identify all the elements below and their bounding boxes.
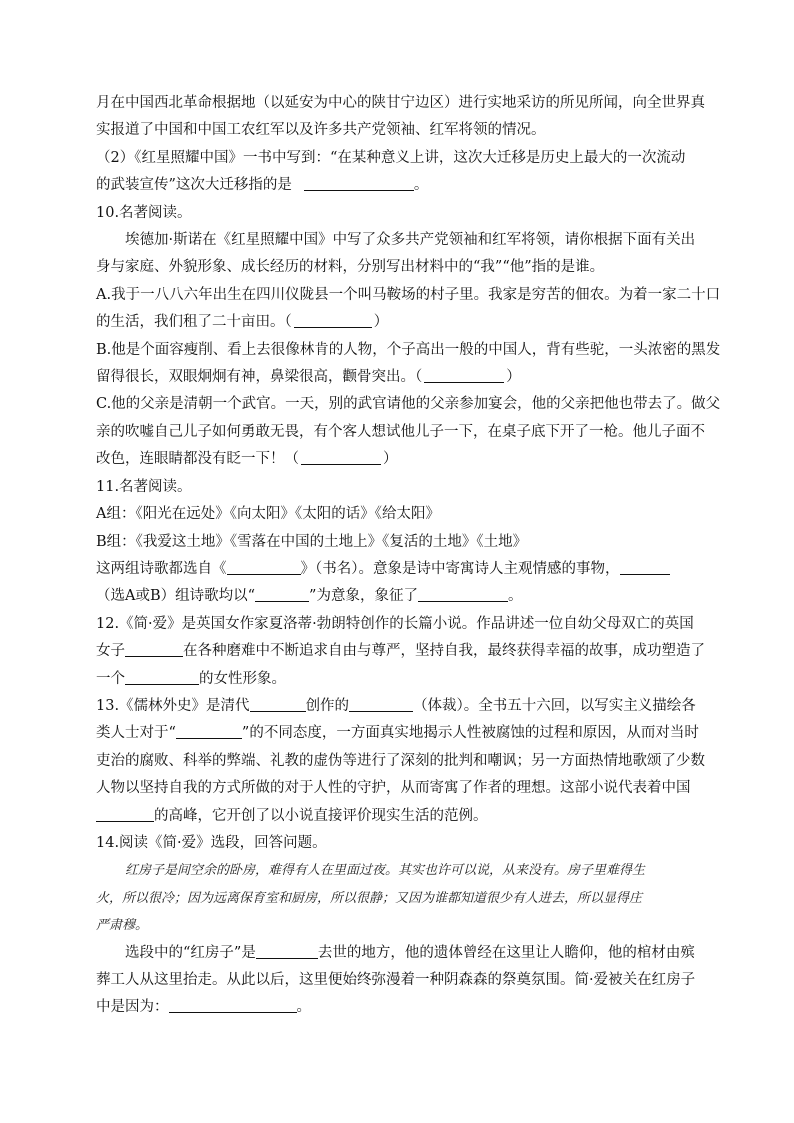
text-segment: 的高峰，它开创了以小说直接评价现实生活的范例。 [154,807,488,824]
text-line: 葬工人从这里抬走。从此以后，这里便始终弥漫着一种阴森森的祭奠氛围。简·爱被关在红房子 [96,972,696,988]
text-segment: ） [506,369,521,386]
text-line: 月在中国西北革命根据地（以延安为中心的陕甘宁边区）进行实地采访的所见所闻，向全世界真 [96,95,705,111]
text-segment: 这两组诗歌都选自《 [96,560,227,577]
answer-blank[interactable] [418,585,508,602]
excerpt-line: 红房子是间空余的卧房，难得有人在里面过夜。其实也许可以说，从来没有。房子里难得生 [125,863,646,879]
answer-blank[interactable] [294,311,372,328]
text-line: 吏治的腐败、科举的弊端、礼教的虚伪等进行了深刻的批判和嘲讽；另一方面热情地歌颂了少数 [96,752,705,769]
answer-blank[interactable] [125,668,199,685]
text-segment: 的女性形象。 [199,670,286,687]
answer-blank[interactable] [255,585,309,602]
answer-blank[interactable] [176,722,242,739]
text-line: B组：《我爱这土地》《雪落在中国的土地上》《复活的土地》《土地》 [96,533,528,550]
text-segment: （体裁）。全书五十六回，以写实主义描绘各 [413,697,696,714]
text-line [96,446,716,473]
text-line: A.我于一八八六年出生在四川仪陇县一个叫马鞍场的村子里。我家是穷苦的佃农。为着一家二十口 [96,286,721,303]
text-line [96,364,716,391]
text-line: B.他是个面容瘦削、看上去很像林肯的人物，个子高出一般的中国人，背有些驼，一头浓密的黑发 [96,341,721,358]
text-segment: 。 [296,999,311,1016]
question-title: 14.阅读《简·爱》选段，回答问题。 [96,834,327,851]
text-line [96,803,716,830]
answer-blank[interactable] [96,805,154,822]
text-segment: 》（书名）。意象是诗中寄寓诗人主观情感的事物， [300,560,620,577]
text-line [96,940,716,967]
answer-blank[interactable] [169,996,297,1013]
text-segment: 类人士对于“ [96,725,176,742]
answer-blank[interactable] [304,174,414,191]
answer-blank[interactable] [620,558,670,575]
text-line: 实报道了中国和中国工农红军以及许多共产党领袖、红军将领的情况。 [96,122,546,139]
answer-blank[interactable] [349,695,413,712]
text-segment: 改色，连眼睛都没有眨一下！（ [96,451,299,468]
text-line: C.他的父亲是清朝一个武官。一天，别的武官请他的父亲参加宴会，他的父亲把他也带去了。做父 [96,396,721,413]
text-segment: 女子 [96,643,125,660]
text-segment: ） [373,314,389,331]
text-segment: 。 [507,588,523,605]
text-line [96,309,716,336]
text-line: （2）《红星照耀中国》一书中写到：“在某种意义上讲，这次大迁移是历史上最大的一次流动 [96,149,686,166]
text-line [96,666,716,693]
text-segment: ”为意象，象征了 [309,588,418,605]
answer-blank[interactable] [424,366,504,383]
text-segment: 留得很长，双眼炯炯有神，鼻梁很高，颧骨突出。（ [96,369,423,386]
text-segment: 13.《儒林外史》是清代 [96,697,250,714]
answer-blank[interactable] [301,448,381,465]
text-line [96,693,716,720]
text-segment: ”的不同态度，一方面真实地揭示人性被腐蚀的过程和原因，从而对当时 [241,725,699,742]
answer-blank[interactable] [125,640,183,657]
excerpt-line: 火，所以很冷；因为远离保育室和厨房，所以很静；又因为谁都知道很少有人进去，所以显得庄 [96,890,643,906]
text-line [96,720,716,747]
text-segment: 去世的地方，他的遗体曾经在这里让人瞻仰，他的棺材由殡 [317,944,695,961]
question-title: 11.名著阅读。 [96,478,192,495]
text-segment: 选段中的“红房子”是 [125,944,256,961]
text-line: 12.《简·爱》是英国女作家夏洛蒂·勃朗特创作的长篇小说。作品讲述一位自幼父母双亡的英国 [96,615,694,632]
text-segment: 一个 [96,670,125,687]
text-line [96,583,716,610]
text-line [96,172,716,199]
text-segment: 的生活，我们租了二十亩田。（ [96,314,292,331]
text-segment: 的武装宣传”这次大迁移指的是 [96,177,292,194]
text-line: 亲的吹嘘自己儿子如何勇敢无畏，有个客人想试他儿子一下，在桌子底下开了一枪。他儿子面不 [96,423,705,440]
text-line [96,638,716,665]
text-line: 身与家庭、外貌形象、成长经历的材料，分别写出材料中的“我”“他”指的是谁。 [96,259,605,276]
text-line [96,556,716,583]
text-segment: 中是因为： [96,999,169,1016]
text-segment: 在各种磨难中不断追求自由与尊严，坚持自我，最终获得幸福的故事，成功塑造了 [183,643,705,660]
text-segment: （选A或B）组诗歌均以“ [96,588,256,605]
text-segment: 创作的 [305,697,350,714]
text-line: A组：《阳光在远处》《向太阳》《太阳的话》《给太阳》 [96,506,440,523]
document-page [96,90,721,1022]
answer-blank[interactable] [256,942,318,959]
answer-blank[interactable] [227,558,301,575]
text-segment: ） [383,451,398,468]
excerpt-line: 严肃穆。 [96,918,149,934]
text-line [96,994,716,1021]
question-title: 10.名著阅读。 [96,204,192,221]
text-segment: 。 [413,177,429,194]
text-line: 人物以坚持自我的方式所做的对于人性的守护，从而寄寓了作者的理想。这部小说代表着中国 [96,780,691,797]
answer-blank[interactable] [250,695,306,712]
text-line: 埃德加·斯诺在《红星照耀中国》中写了众多共产党领袖和红军将领，请你根据下面有关出 [125,232,696,249]
